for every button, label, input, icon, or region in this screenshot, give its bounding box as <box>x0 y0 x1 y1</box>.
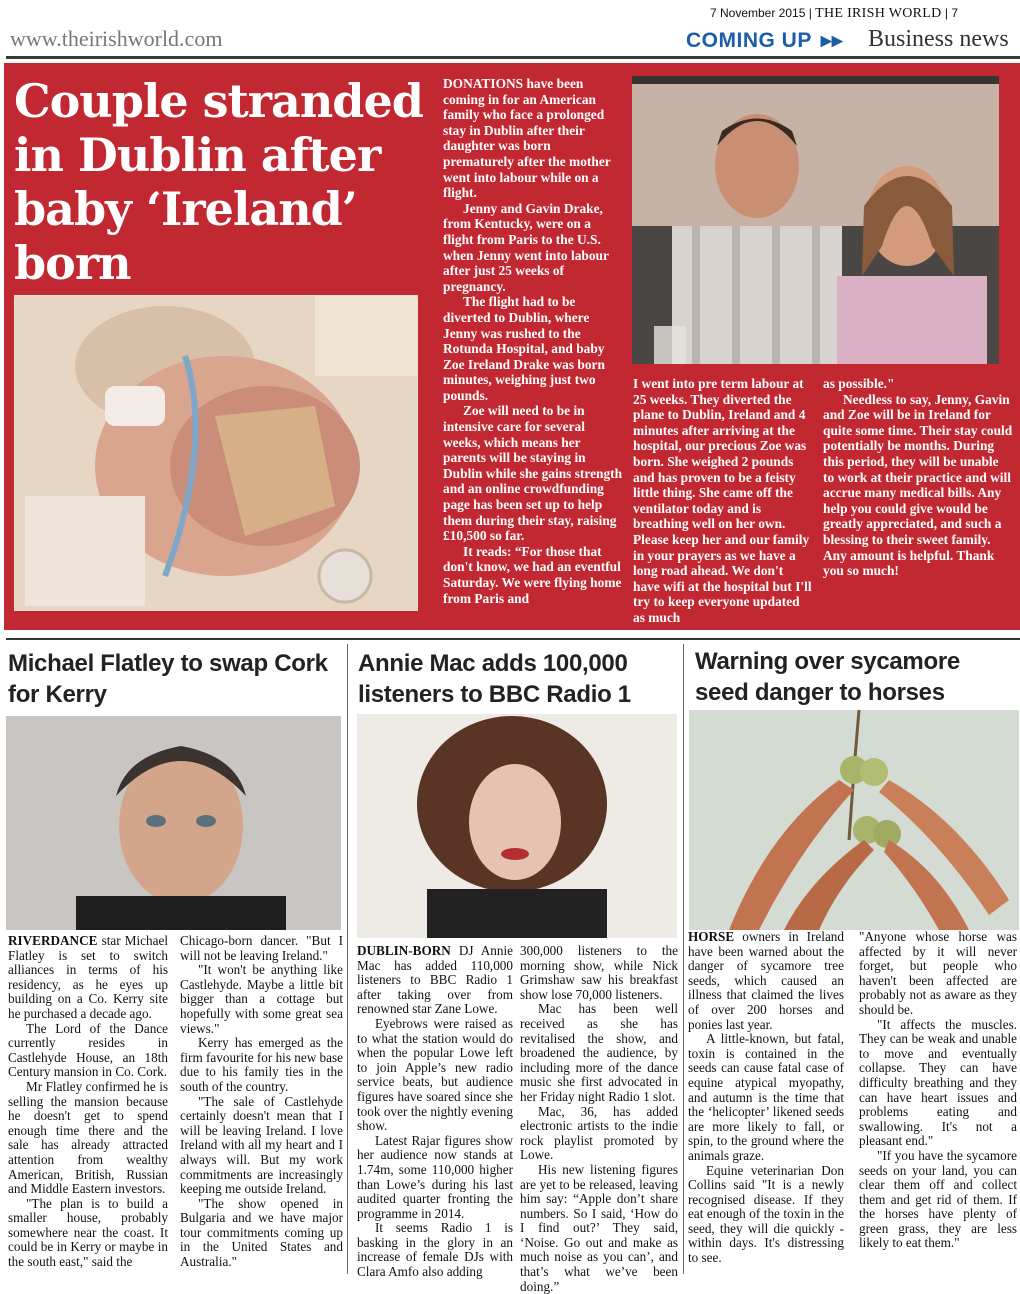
story-headline-sycamore: Warning over sycamore seed danger to horses <box>695 648 960 706</box>
flatley-illustration <box>6 716 341 930</box>
story-paragraph: Latest Rajar figures show her audience now stands at 1.74m, some 110,000 higher than Lowe’s during his last audited quarter fronting the programme in 2014. <box>357 1132 513 1221</box>
feature-paragraph: I went into pre term labour at 25 weeks. They diverted the plane to Dublin, Ireland and 4 minutes after arriving at the hospital, our precious Zoe was born. She weighed 2 pounds and has proven to be a feisty little thing. She came off the ventilator today and is breathing well on her own. Please keep her and our family in your prayers as we have a long road ahead. We don't have wifi at the hospital but I'll try to keep everyone updated as much <box>633 376 812 625</box>
story-paragraph: Equine veterinarian Don Collins said "It is a newly recognised disease. If they eat enough of the toxin in the seed, they will die quickly - within days. It's distressing to see. <box>688 1162 844 1266</box>
column-divider <box>347 644 348 1274</box>
feature-column-2 <box>633 376 813 626</box>
story-paragraph: The Lord of the Dance currently resides in Castlehyde House, an 18th Century mansion in Co. Cork. <box>8 1020 168 1080</box>
sycamore-seeds-photo <box>689 710 1019 930</box>
story-paragraph: Mr Flatley confirmed he is selling the mansion because he doesn't get to spend enough time there and the sale has already attracted attention from wealthy American, British, Russian and Middle Eastern investors. <box>8 1078 168 1197</box>
feature-paragraph: It reads: “For those that don't know, we had an eventful Saturday. We were flying home from Paris and <box>443 543 622 606</box>
section-title: Business news <box>868 26 1009 52</box>
story-column <box>180 934 343 1270</box>
dateline: 7 November 2015 | THE IRISH WORLD | 7 <box>709 6 958 21</box>
story-kicker: DUBLIN-BORN <box>357 943 451 958</box>
column-divider <box>683 644 684 1274</box>
annie-mac-photo <box>357 714 677 938</box>
story-paragraph: "It won't be anything like Castlehyde. Maybe a little bit bigger than a cottage but hopefully with some great sea views." <box>180 962 343 1036</box>
double-arrow-icon: ▸▸ <box>820 29 843 52</box>
story-column: HORSE owners in Ireland have been warned about the danger of sycamore tree seeds, which caused an illness that claimed the lives of over 200 horses and ponies last year. A little-known, but fatal, toxin is contained in the seeds can cause fatal case of equine atypical myopathy, and autumn is the time that the ‘helicopter’ likened seeds are more likely to fall, or spin, to the ground where the animals graze. Equine veterinarian Don Collins said "It is a newly recognised disease. If they eat enough of the toxin in the seed, they will die quickly - within days. It's distressing to see. <box>688 929 844 1266</box>
story-column <box>520 944 678 1294</box>
story-paragraph: Kerry has emerged as the firm favourite for his new base due to his family ties in the south of the country. <box>180 1035 343 1094</box>
story-paragraph: "The sale of Castlehyde certainly doesn't mean that I will be leaving Ireland. I love Ireland with all my heart and I always will. But my work commitments are increasingly keeping me outside Ireland. <box>180 1093 343 1197</box>
feature-paragraph: as possible." <box>823 376 895 391</box>
feature-paragraph: Needless to say, Jenny, Gavin and Zoe will be in Ireland for quite some time. Their stay could potentially be months. During this period, they will be unable to work at their practice and will accrue many medical bills. Any help you could give would be greatly appreciated, and such a blessing to their sweet family. Any amount is helpful. Thank you so much! <box>823 391 1013 579</box>
story-paragraph: "Anyone whose horse was affected by it will never forget, but people who haven't been affected are probably not as aware as they should be. <box>859 929 1017 1017</box>
couple-illustration <box>632 76 999 364</box>
page-number: 7 <box>951 6 958 20</box>
coming-up-label: COMING UP ▸▸ <box>686 29 843 52</box>
michael-flatley-photo <box>6 716 341 930</box>
feature-paragraph: DONATIONS have been coming in for an American family who face a prolonged stay in Dublin after their daughter was born prematurely after the mother went into labour while on a flight. <box>443 76 611 201</box>
issue-date: 7 November 2015 <box>709 6 806 20</box>
feature-paragraph: Zoe will need to be in intensive care for several weeks, which means her parents will be staying in Dublin while she gains strength and an online crowdfunding page has been set up to help them during their stay, raising £10,500 so far. <box>443 403 623 544</box>
story-paragraph: It seems Radio 1 is basking in the glory in an increase of female DJs with Clara Amfo also adding <box>357 1220 513 1280</box>
feature-column-1 <box>443 76 623 606</box>
story-column: DUBLIN-BORN DJ Annie Mac has added 110,000 listeners to BBC Radio 1 after taking over from renowned star Zane Lowe. Eyebrows were raised as to what the station would do when the popular Lowe left to join Apple’s new radio service beats, but audience figures have soared since she took over the nightly evening show. Latest Rajar figures show her audience now stands at 1.74m, some 110,000 higher than Lowe’s during his last audited quarter fronting the programme in 2014. It seems Radio 1 is basking in the glory in an increase of female DJs with Clara Amfo also adding <box>357 943 513 1280</box>
story-paragraph: "The show opened in Bulgaria and we have major tour commitments coming up in the United States and Australia." <box>180 1195 343 1270</box>
section-divider <box>6 638 1020 640</box>
story-paragraph: Eyebrows were raised as to what the station would do when the popular Lowe left to join Apple’s new radio service beats, but audience figures have soared since she took over the nightly evening show. <box>357 1015 513 1134</box>
story-paragraph: Mac has been well received as she has revitalised the show, and broadened the audience, by including more of the dance music she first advocated in her Friday night Radio 1 slot. <box>520 1001 678 1104</box>
feature-paragraph: Jenny and Gavin Drake, from Kentucky, were on a flight from Paris to the U.S. when Jenny went into labour after just 25 weeks of pregnancy. <box>443 200 609 294</box>
couple-photo <box>632 76 999 364</box>
header-rule <box>6 56 1020 59</box>
story-paragraph: Chicago-born dancer. "But I will not be leaving Ireland." <box>180 933 343 963</box>
story-column: RIVERDANCE star Michael Flatley is set to switch alliances in terms of his residency, as he eyes up building on a Co. Kerry site he purchased a decade ago. The Lord of the Dance currently resides in Castlehyde House, an 18th Century mansion in Co. Cork. Mr Flatley confirmed he is selling the mansion because he doesn't get to spend enough time there and the sale has already attracted attention from wealthy American, British, Russian and Middle Eastern investors. "The plan is to build a smaller house, probably somewhere near the coast. It could be in Kerry or maybe in the south east," said the <box>8 933 168 1270</box>
premature-baby-photo <box>14 295 418 611</box>
baby-illustration <box>15 296 418 611</box>
anniemac-illustration <box>357 714 677 938</box>
story-paragraph: "The plan is to build a smaller house, probably somewhere near the coast. It could be in Kerry or maybe in the south east," said the <box>8 1195 168 1270</box>
story-kicker: RIVERDANCE <box>8 933 98 948</box>
story-paragraph: His new listening figures are yet to be released, leaving him say: “Apple don’t share numbers. So I said, ‘How do I find out?’ They said, ‘Noise. Go out and make as much noise as you can’, and that’s what we’ve been doing.” <box>520 1161 678 1294</box>
feature-paragraph: The flight had to be diverted to Dublin, where Jenny was rushed to the Rotunda Hospital, and baby Zoe Ireland Drake was born minutes, weighing just two pounds. <box>443 294 605 403</box>
story-kicker: HORSE <box>688 929 735 944</box>
feature-column-3 <box>823 376 1013 579</box>
story-paragraph: A little-known, but fatal, toxin is contained in the seeds can cause fatal case of equine atypical myopathy, and autumn is the time that the ‘helicopter’ likened seeds are more likely to fall, or spin, to the ground where the animals graze. <box>688 1031 844 1163</box>
feature-headline: Couple stranded in Dublin after baby ‘Ireland’ born <box>14 74 423 290</box>
story-paragraph: "If you have the sycamore seeds on your land, you can clear them off and collect them and get rid of them. If the horses have plenty of green grass, they are less likely to eat them." <box>859 1147 1017 1251</box>
story-headline-anniemac: Annie Mac adds 100,000 listeners to BBC Radio 1 <box>358 650 631 708</box>
paper-name: THE IRISH WORLD <box>815 6 942 21</box>
story-paragraph: "It affects the muscles. They can be weak and unable to move and eventually collapse. They can have difficulty breathing and they can have heart issues and problems eating and swallowing. It's not a pleasant end." <box>859 1016 1017 1149</box>
story-headline-flatley: Michael Flatley to swap Cork for Kerry <box>8 650 328 708</box>
sycamore-illustration <box>689 710 1019 930</box>
website-url[interactable]: www.theirishworld.com <box>10 26 223 51</box>
story-paragraph: Mac, 36, has added electronic artists to the indie rock playlist promoted by Lowe. <box>520 1103 678 1163</box>
story-paragraph: 300,000 listeners to the morning show, while Nick Grimshaw saw his breakfast show lose 70,000 listeners. <box>520 943 678 1002</box>
story-column <box>859 930 1017 1251</box>
